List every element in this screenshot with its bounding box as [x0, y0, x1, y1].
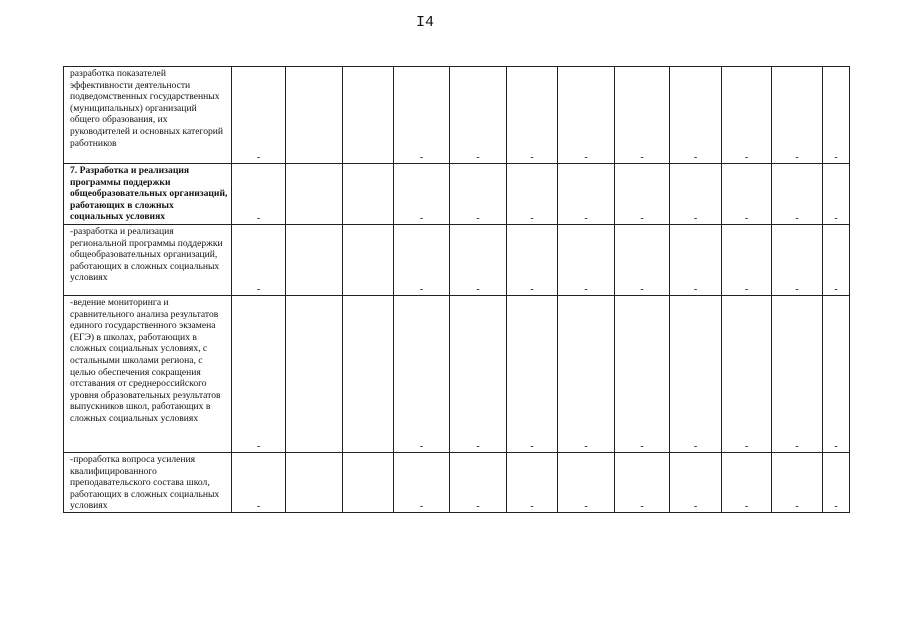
table-cell: [615, 67, 670, 164]
table-cell: [507, 453, 558, 513]
table-cell: [615, 453, 670, 513]
cell-value: -: [744, 284, 749, 295]
table-cell: [722, 67, 772, 164]
table-row: [64, 164, 850, 225]
table-cell: [772, 225, 823, 296]
cell-value: -: [476, 284, 480, 295]
table-cell: [286, 453, 343, 513]
cell-value: -: [530, 501, 534, 512]
table-cell: [394, 164, 450, 225]
table-cell: [394, 67, 450, 164]
table-cell: [558, 296, 615, 453]
cell-value: -: [795, 213, 799, 224]
cell-value: -: [530, 213, 534, 224]
table-cell: [232, 67, 286, 164]
row-label: -ведение мониторинга и сравнительного анализа результатов единого государственного экзамена (ЕГЭ) в школах, работающих в сложных социальных условиях, с остальными школами региона, с целью обеспечения сокращения отставания от среднероссийского уровня образовательных результатов выпускников школ, работающих в сложных социальных условиях: [64, 296, 232, 453]
cell-value: -: [640, 501, 644, 512]
table-cell: [286, 67, 343, 164]
row-label: -разработка и реализация региональной программы поддержки общеобразовательных организаций, работающих в сложных социальных условиях: [64, 225, 232, 296]
cell-value: -: [530, 152, 534, 163]
table-cell: [450, 453, 507, 513]
plan-table: [63, 66, 850, 513]
row-label: 7. Разработка и реализация программы поддержки общеобразовательных организаций, работающих в сложных социальных условиях: [64, 164, 232, 225]
cell-value: -: [640, 213, 644, 224]
table-cell: [670, 164, 722, 225]
table-cell: [558, 225, 615, 296]
table-cell: [232, 296, 286, 453]
table-cell: [450, 164, 507, 225]
table-cell: [823, 67, 850, 164]
table-cell: [507, 225, 558, 296]
table-cell: [286, 164, 343, 225]
table-cell: [823, 453, 850, 513]
table-cell: [772, 67, 823, 164]
row-label: -проработка вопроса усиления квалифицированного преподавательского состава школ, работающих в сложных социальных условиях: [64, 453, 232, 513]
table-cell: [343, 67, 394, 164]
cell-value: -: [744, 213, 749, 224]
table-cell: [450, 296, 507, 453]
table-cell: [286, 225, 343, 296]
cell-value: -: [693, 213, 698, 224]
table-row: [64, 453, 850, 513]
table-cell: [722, 453, 772, 513]
table-cell: [507, 296, 558, 453]
table-cell: [615, 164, 670, 225]
cell-value: -: [693, 501, 698, 512]
table-cell: [823, 296, 850, 453]
table-cell: [670, 67, 722, 164]
table-cell: [772, 296, 823, 453]
cell-value: -: [693, 441, 698, 452]
cell-value: -: [693, 284, 698, 295]
cell-value: -: [419, 213, 424, 224]
cell-value: -: [744, 501, 749, 512]
cell-value: -: [419, 441, 424, 452]
row-label: разработка показателей эффективности деятельности подведомственных государственных (муниципальных) организаций общего образования, их руководителей и основных категорий работников: [64, 67, 232, 164]
table-cell: [722, 164, 772, 225]
table-cell: [670, 453, 722, 513]
cell-value: -: [795, 441, 799, 452]
table-cell: [615, 225, 670, 296]
cell-value: -: [834, 284, 838, 295]
table-cell: [232, 164, 286, 225]
cell-value: -: [530, 441, 534, 452]
cell-value: -: [256, 152, 261, 163]
table-cell: [507, 67, 558, 164]
cell-value: -: [795, 284, 799, 295]
cell-value: -: [256, 213, 261, 224]
cell-value: -: [744, 441, 749, 452]
table-cell: [450, 225, 507, 296]
table-cell: [232, 225, 286, 296]
table-cell: [507, 164, 558, 225]
cell-value: -: [419, 501, 424, 512]
table-cell: [772, 164, 823, 225]
table-cell: [343, 453, 394, 513]
cell-value: -: [476, 213, 480, 224]
cell-value: -: [834, 213, 838, 224]
cell-value: -: [476, 152, 480, 163]
cell-value: -: [834, 152, 838, 163]
table-cell: [615, 296, 670, 453]
table-cell: [823, 225, 850, 296]
cell-value: -: [584, 284, 588, 295]
cell-value: -: [584, 501, 588, 512]
cell-value: -: [834, 441, 838, 452]
table-cell: [558, 67, 615, 164]
cell-value: -: [584, 441, 588, 452]
cell-value: -: [584, 152, 588, 163]
cell-value: -: [795, 501, 799, 512]
table-cell: [394, 296, 450, 453]
cell-value: -: [476, 441, 480, 452]
table-cell: [343, 225, 394, 296]
table-cell: [558, 164, 615, 225]
cell-value: -: [256, 284, 261, 295]
cell-value: -: [744, 152, 749, 163]
table-cell: [722, 225, 772, 296]
table-cell: [772, 453, 823, 513]
table-cell: [823, 164, 850, 225]
table-cell: [343, 164, 394, 225]
cell-value: -: [795, 152, 799, 163]
table-cell: [232, 453, 286, 513]
table-cell: [670, 225, 722, 296]
table-row: [64, 67, 850, 164]
cell-value: -: [419, 152, 424, 163]
cell-value: -: [640, 284, 644, 295]
table-cell: [558, 453, 615, 513]
table-cell: [450, 67, 507, 164]
cell-value: -: [530, 284, 534, 295]
cell-value: -: [640, 441, 644, 452]
cell-value: -: [256, 501, 261, 512]
cell-value: -: [476, 501, 480, 512]
cell-value: -: [640, 152, 644, 163]
cell-value: -: [584, 213, 588, 224]
table-row: [64, 225, 850, 296]
page-number: I4: [415, 14, 434, 31]
table-row: [64, 296, 850, 453]
cell-value: -: [834, 501, 838, 512]
cell-value: -: [419, 284, 424, 295]
table-cell: [343, 296, 394, 453]
table-cell: [394, 225, 450, 296]
cell-value: -: [256, 441, 261, 452]
cell-value: -: [693, 152, 698, 163]
table-cell: [722, 296, 772, 453]
table-cell: [286, 296, 343, 453]
table-cell: [670, 296, 722, 453]
table-cell: [394, 453, 450, 513]
